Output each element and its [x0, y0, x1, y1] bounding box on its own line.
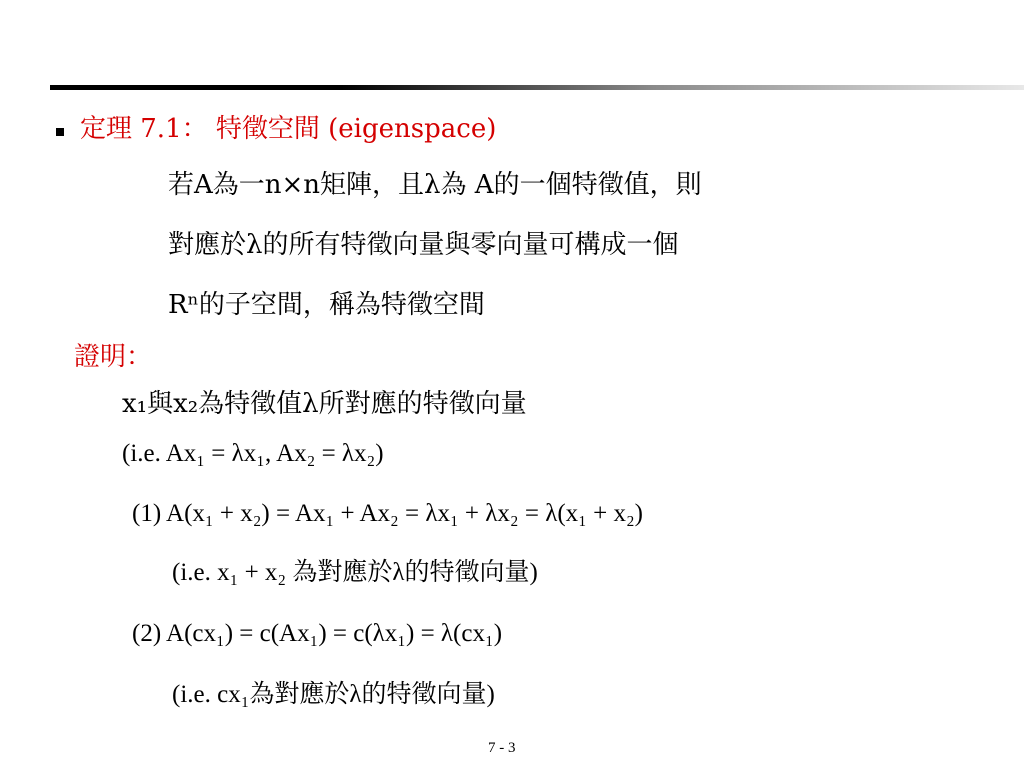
theorem-line-3: Rⁿ的子空間，稱為特徵空間 — [168, 290, 485, 320]
theorem-line-2: 對應於λ的所有特徵向量與零向量可構成一個 — [168, 230, 679, 260]
theorem-heading: 定理 7.1： 特徵空間 (eigenspace) — [80, 114, 497, 144]
theorem-line-1: 若A為一n×n矩陣，且λ為 A的一個特徵值，則 — [168, 170, 702, 200]
proof-step-2-equation: (2) A(cx₁) = c(Ax₁) = c(λx₁) = λ(cx₁) — [132, 620, 503, 647]
proof-line-1: x₁與x₂為特徵值λ所對應的特徵向量 — [122, 389, 527, 419]
proof-step-2-note: (i.e. cx₁為對應於λ的特徵向量) — [172, 681, 495, 708]
proof-step-1-equation: (1) A(x₁ + x₂) = Ax₁ + Ax₂ = λx₁ + λx₂ = λ(x₁ + x₂) — [132, 500, 644, 527]
bullet-square — [56, 128, 64, 136]
page-number: 7 - 3 — [488, 740, 516, 756]
proof-step-1-note: (i.e. x₁ + x₂ 為對應於λ的特徵向量) — [172, 559, 538, 586]
proof-line-2: (i.e. Ax₁ = λx₁, Ax₂ = λx₂) — [122, 440, 384, 467]
proof-label: 證明： — [74, 342, 153, 372]
title-divider — [50, 85, 1024, 90]
